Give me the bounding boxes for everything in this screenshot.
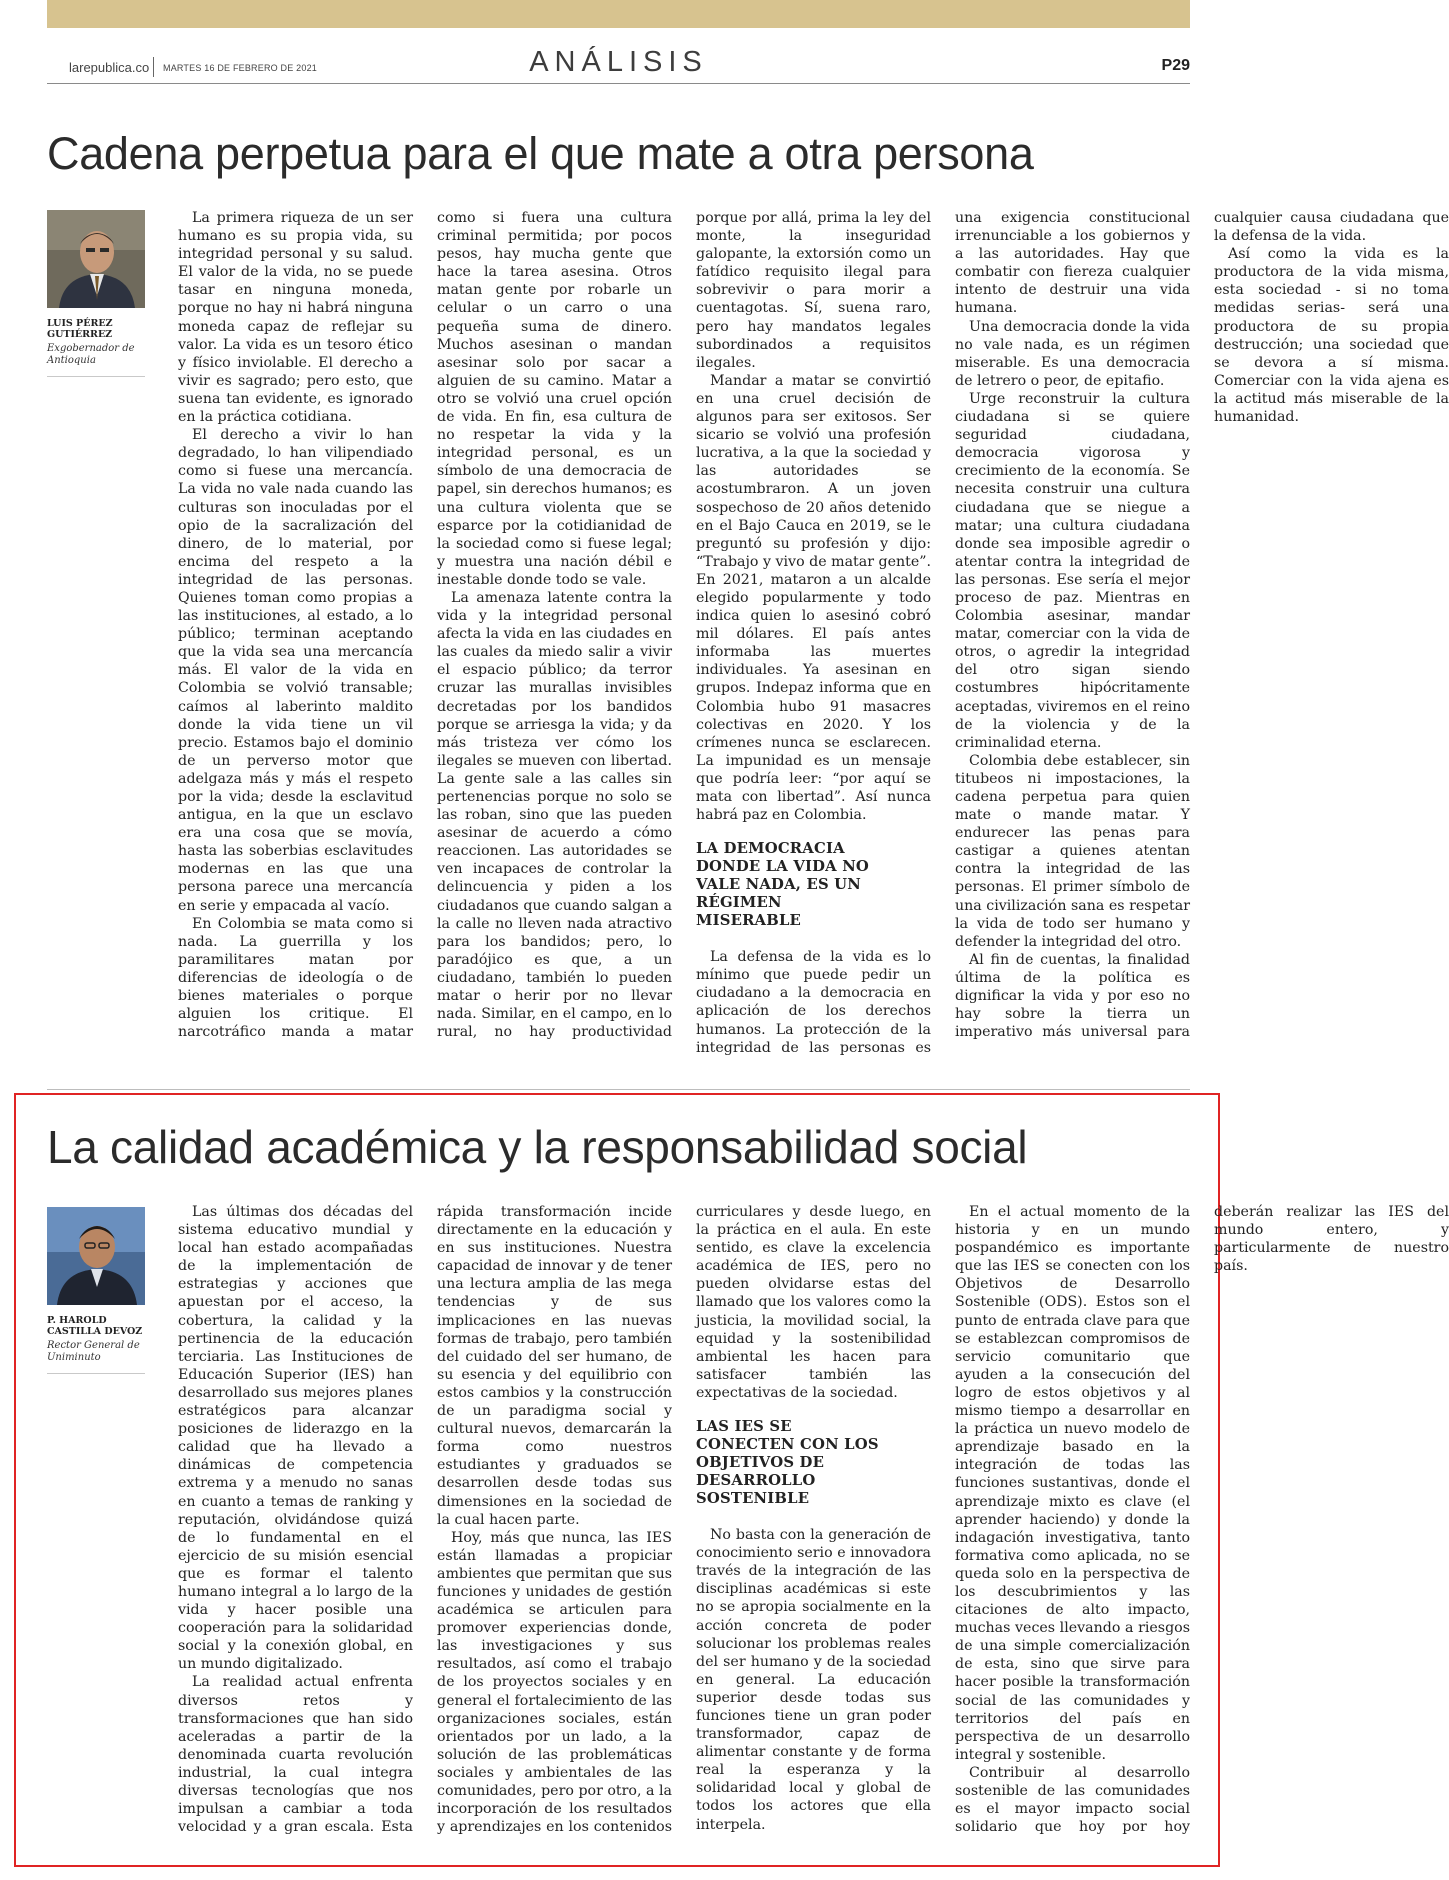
site-name[interactable]: larepublica.co — [69, 60, 150, 75]
article-1-author-box — [47, 210, 145, 377]
article-paragraph: Urge reconstruir la cultura ciudadana si se quiere seguridad ciudadana, democracia vigorosa y crecimiento de la economía. Se necesita construir una cultura ciudadana que se niegue a matar; una cultura ciudadana donde sea imposible agredir o atentar contra la integridad de las personas. Ese sería el mejor proceso de paz. Mientras en Colombia asesinar, mandar matar, comerciar con la vida de otros, o agredir la integridad del otro sigan siendo costumbres hipócritamente aceptadas, viviremos en el reino de la violencia y de la criminalidad eterna. — [955, 390, 1190, 751]
top-color-band — [47, 0, 1190, 28]
author-name: LUIS PÉREZ GUTIÉRREZ — [47, 318, 113, 340]
article-subhead: LA DEMOCRACIA DONDE LA VIDA NO VALE NADA, ES UN RÉGIMEN MISERABLE — [696, 840, 870, 930]
article-paragraph: La primera riqueza de un ser humano es su propia vida, su integridad personal y su salud. El valor de la vida, no se puede tasar en ninguna moneda, porque no hay ni habrá ninguna moneda capaz de reflejar su valor. La vida es un tesoro ético y físico inviolable. El derecho a vivir es sagrado; pero esto, que suena tan evidente, es ignorado en la práctica cotidiana. — [178, 210, 413, 426]
article-2-author-box — [47, 1207, 145, 1374]
page-header — [47, 48, 1190, 84]
section-title: ANÁLISIS — [529, 46, 708, 78]
article-paragraph: Así como la vida es la productora de la vida misma, esta sociedad - si no toma medidas serias- será una productora de su propia destrucción; una sociedad que se devora a sí misma. Comerciar con la vida ajena es la actitud más miserable de la humanidad. — [1214, 246, 1449, 426]
article-paragraph: Hoy, más que nunca, las IES están llamadas a propiciar ambientes que permitan que sus funciones y unidades de gestión académica se articulen para promover experiencias donde, las investigaciones y sus resultados, así como el trabajo de los proyectos sociales y en general el fortalecimiento de las organizaciones sociales, están orientados por un lado, a la solución de las problemáticas sociales y ambientales de las comunidades, pero por otro, a la incorporación de los resultados y aprendizajes en los contenidos curriculares y desde luego, en la práctica en el aula. En este sentido, es clave la excelencia académica de IES, pero no pueden olvidarse estas del llamado que los valores como la justicia, la movilidad social, la equidad y la sostenibilidad ambiental les hacen para satisfacer también las expectativas de la sociedad. — [437, 1204, 931, 1836]
article-paragraph: La amenaza latente contra la vida y la integridad personal afecta la vida en las ciudades en las cuales da miedo salir a vivir el espacio público; da terror cruzar las murallas invisibles decretadas por los bandidos porque se arriesga la vida; y da más tristeza ver cómo los ilegales se mueven con libertad. La gente sale a las calles sin pertenencias porque no solo se las roban, sino que las pueden asesinar de acuerdo a cómo reaccionen. Las autoridades se ven incapaces de controlar la delincuencia y piden a los ciudadanos que cuando salgan a la calle no lleven nada atractivo para los bandidos; pero, lo paradójico es que, a un ciudadano, también lo pueden matar o herir por no llevar nada. Similar, en el campo, en lo rural, no hay productividad porque por allá, prima la ley del monte, la inseguridad galopante, la extorsión como un fatídico requisito ilegal para sobrevivir o para morir a cuentagotas. Sí, suena raro, pero hay mandatos legales subordinados a requisitos ilegales. — [437, 210, 931, 1041]
article-paragraph: Las últimas dos décadas del sistema educativo mundial y local han estado acompañadas de la implementación de estrategias y acciones que apuestan por el acceso, la cobertura, la calidad y la pertinencia de la educación terciaria. Las Instituciones de Educación Superior (IES) han desarrollado sus mejores planes estratégicos para alcanzar posiciones de liderazgo en la calidad que ha llevado a dinámicas de competencia extrema y a menudo no sanas en cuanto a temas de ranking y reputación, olvidándose quizá de lo fundamental en el ejercicio de su misión esencial que es formar el talento humano integral a lo largo de la vida y hacer posible una cooperación para la solidaridad social y la conexión global, en un mundo digitalizado. — [178, 1204, 413, 1673]
article-paragraph: La realidad actual enfrenta diversos retos y transformaciones que han sido aceleradas a partir de la denominada cuarta revolución industrial, la cual integra diversas tecnologías que nos impulsan a cambiar a toda velocidad y a gran escala. Esta rápida transformación incide directamente en la educación y en sus instituciones. Nuestra capacidad de innovar y de tener una lectura amplia de las mega tendencias y de sus implicaciones en las nuevas formas de trabajo, pero también del cuidado del ser humano, de su esencia y del equilibrio con estos cambios y la construcción de un paradigma social y cultural nuevos, demarcarán la forma como nuestros estudiantes y graduados se desarrollen desde todas sus dimensiones en la sociedad de la cual hacen parte. — [178, 1204, 672, 1836]
author-role: Rector General de Uniminuto — [47, 1340, 140, 1363]
article-2-body — [178, 1203, 1449, 1843]
article-paragraph: El derecho a vivir lo han degradado, lo han vilipendiado como si fuese una mercancía. La vida no vale nada cuando las culturas son inoculadas por el opio de la sacralización del dinero, de lo material, por encima del respeto a la integridad de las personas. Quienes toman como propias a las instituciones, al estado, a lo público; terminan aceptando que la vida sea una mercancía más. El valor de la vida en Colombia se volvió transable; caímos al laberinto maldito donde la vida tiene un vil precio. Estamos bajo el dominio de un perverso motor que adelgaza más y más el respeto por la vida; desde la esclavitud antigua, en la que un esclavo era una cosa que se movía, hasta las soberbias esclavitudes modernas en las que una persona parece una mercancía en serie y empacada al vacío. — [178, 427, 413, 914]
article-paragraph: Al fin de cuentas, la finalidad última de la política es dignificar la vida y por eso no hay sobre la tierra un imperativo más universal para cualquier causa ciudadana que la defensa de la vida. — [955, 210, 1449, 1041]
article-1-body — [178, 209, 1449, 1057]
article-paragraph: Colombia debe establecer, sin titubeos ni impostaciones, la cadena perpetua para quien mate o mande matar. Y endurecer las penas para castigar a quienes atentan contra la integridad de las personas. El primer símbolo de una civilización sana es respetar la vida de todo ser humano y defender la integridad del otro. — [955, 752, 1190, 950]
article-paragraph: Una democracia donde la vida no vale nada, es un régimen miserable. Es una democracia de letrero o peor, de epitafio. — [955, 318, 1190, 389]
article-divider — [47, 1089, 1190, 1090]
page-number: P29 — [1161, 57, 1190, 74]
author-photo — [47, 210, 145, 308]
article-2-headline: La calidad académica y la responsabilidad social — [47, 1121, 1028, 1173]
author-photo — [47, 1207, 145, 1305]
author-rule — [47, 1373, 145, 1374]
article-1-headline: Cadena perpetua para el que mate a otra persona — [47, 128, 1034, 179]
article-subhead: LAS IES SE CONECTEN CON LOS OBJETIVOS DE DESARROLLO SOSTENIBLE — [696, 1418, 879, 1508]
article-paragraph: En Colombia se mata como si nada. La guerrilla y los paramilitares matan por diferencias de ideología o de bienes materiales o porque alguien los critique. El narcotráfico manda a matar como si fuera una cultura criminal permitida; por pocos pesos, hay mucha gente que hace la tarea asesina. Otros matan gente por robarle un celular o un carro o una pequeña suma de dinero. Muchos asesinan o mandan asesinar solo por sacar a alguien de su camino. Matar a otro se volvió una cruel opción de vida. En fin, esa cultura de no respetar la vida y la integridad personal, es un símbolo de una democracia de papel, sin derechos humanos; es una cultura violenta que se esparce por la cotidianidad de la sociedad como si fuese legal; y muestra una nación débil e inestable donde todo se vale. — [178, 210, 672, 1041]
article-paragraph: Contribuir al desarrollo sostenible de las comunidades es el mayor impacto social solidario que hoy por hoy deberán realizar las IES del mundo entero, y particularmente de nuestro país. — [955, 1204, 1449, 1836]
issue-date: MARTES 16 DE FEBRERO DE 2021 — [163, 63, 317, 73]
article-paragraph: En el actual momento de la historia y en un mundo pospandémico es importante que las IES se conecten con los Objetivos de Desarrollo Sostenible (ODS). Estos son el punto de entrada clave para que se establezcan compromisos de servicio comunitario que ayuden a la consecución del logro de estos objetivos y al mismo tiempo a desarrollar en la práctica un nuevo modelo de aprendizaje basado en la integración de todas las funciones sustantivas, donde el aprendizaje mixto es clave (el aprender haciendo) y donde la indagación investigativa, tanto formativa como aplicada, no se queda solo en la perspectiva de los descubrimientos y las citaciones de alto impacto, muchas veces llevando a riesgos de una simple comercialización de esta, sino que sirve para hacer posible la transformación social de las comunidades y territorios del país en perspectiva de un desarrollo integral y sostenible. — [955, 1204, 1190, 1763]
author-role: Exgobernador de Antioquia — [47, 343, 135, 366]
article-paragraph: La defensa de la vida es lo mínimo que puede pedir un ciudadano a la democracia en aplicación de los derechos humanos. La protección de la integridad de las personas es una exigencia constitucional irrenunciable a los gobiernos y a las autoridades. Hay que combatir con fiereza cualquier intento de destruir una vida humana. — [696, 210, 1190, 1056]
article-paragraph: Mandar a matar se convirtió en una cruel decisión de algunos para ser exitosos. Ser sicario se volvió una profesión lucrativa, a la que la sociedad y las autoridades se acostumbraron. A un joven sospechoso de 20 años detenido en el Bajo Cauca en 2019, se le preguntó su profesión y dijo: “Trabajo y vivo de matar gente”. En 2021, mataron a un alcalde elegido popularmente y todo indica quien lo asesinó cobró mil dólares. El país antes informaba las muertes individuales. Ya asesinan en grupos. Indepaz informa que en Colombia hubo 91 masacres colectivas en 2020. Y los crímenes nunca se esclarecen. La impunidad es un mensaje que podría leer: “por aquí se mata con libertad”. Así nunca habrá paz en Colombia. — [696, 372, 931, 824]
author-name: P. HAROLD CASTILLA DEVOZ — [47, 1315, 143, 1337]
author-rule — [47, 376, 145, 377]
article-paragraph: No basta con la generación de conocimiento serio e innovadora través de la integración de las disciplinas académicas si este no se apropia socialmente en la acción concreta de poder solucionar los problemas reales del ser humano y de la sociedad en general. La educación superior desde todas sus funciones tiene un gran poder transformador, capaz de alimentar constante y de forma real la esperanza y la solidaridad local y global de todos los actores que ella interpela. — [696, 1527, 931, 1833]
